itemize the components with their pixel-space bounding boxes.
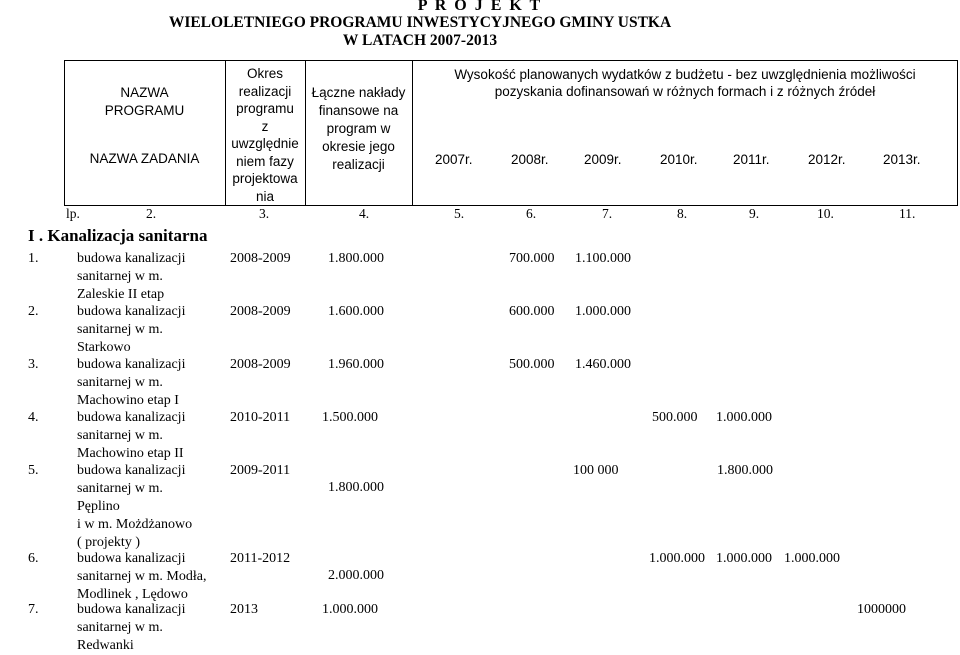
total-cell: 1.800.000	[328, 251, 384, 266]
column-number: 10.	[817, 206, 834, 221]
task-name: budowa kanalizacji sanitarnej w m. Modła, Modlinek , Lędowo	[77, 551, 207, 602]
total-cell: 1.000.000	[322, 602, 378, 617]
column-number: 2.	[146, 206, 157, 221]
year-2009-cell: 1.100.000	[575, 251, 631, 266]
period-cell: 2013	[230, 602, 258, 617]
column-number: 9.	[749, 206, 760, 221]
period-cell: 2011-2012	[230, 551, 291, 566]
header-planned-expenditures: Wysokość planowanych wydatków z budżetu - bez uwzględnienia możliwości pozyskania dofinansowań w różnych formach i z różnych źródeł	[454, 67, 916, 99]
year-2008-cell: 500.000	[509, 357, 555, 372]
column-number: 8.	[677, 206, 688, 221]
column-number: lp.	[66, 206, 80, 221]
column-number: 11.	[899, 206, 916, 221]
year-2012: 2012r.	[808, 152, 846, 167]
total-cell: 2.000.000	[328, 568, 384, 583]
column-number: 3.	[259, 206, 270, 221]
year-2012-cell: 1.000.000	[716, 551, 772, 566]
document-period: W LATACH 2007-2013	[342, 32, 498, 49]
period-cell: 2008-2009	[230, 357, 291, 372]
row-number: 3.	[28, 357, 39, 372]
column-number: 7.	[602, 206, 613, 221]
section-title: I . Kanalizacja sanitarna	[28, 226, 208, 245]
row-number: 1.	[28, 251, 39, 266]
row-number: 6.	[28, 551, 39, 566]
year-2013-cell: 1000000	[857, 602, 906, 617]
year-2008-cell: 600.000	[509, 304, 555, 319]
period-cell: 2009-2011	[230, 463, 291, 478]
row-number: 7.	[28, 602, 39, 617]
year-2010-cell: 100 000	[573, 463, 619, 478]
total-cell: 1.960.000	[328, 357, 384, 372]
period-cell: 2008-2009	[230, 304, 291, 319]
year-2010-cell: 500.000	[652, 410, 698, 425]
row-number: 2.	[28, 304, 39, 319]
year-2008-cell: 700.000	[509, 251, 555, 266]
task-name: budowa kanalizacji sanitarnej w m. Redwanki	[77, 602, 186, 653]
task-name: budowa kanalizacji sanitarnej w m. Starkowo	[77, 304, 186, 355]
year-2013-cell: 1.000.000	[784, 551, 840, 566]
document-subtitle: WIELOLETNIEGO PROGRAMU INWESTYCYJNEGO GMINY USTKA	[168, 14, 672, 31]
year-2013: 2013r.	[883, 152, 921, 167]
header-period: Okres realizacji programu z uwzględnie niem fazy projektowa nia	[231, 66, 299, 204]
year-2011-cell: 1.800.000	[717, 463, 773, 478]
period-cell: 2008-2009	[230, 251, 291, 266]
year-2007: 2007r.	[435, 152, 473, 167]
period-cell: 2010-2011	[230, 410, 291, 425]
total-cell: 1.500.000	[322, 410, 378, 425]
total-cell: 1.600.000	[328, 304, 384, 319]
task-name: budowa kanalizacji sanitarnej w m. Machowino etap I	[77, 357, 186, 408]
year-2011: 2011r.	[733, 152, 770, 167]
total-cell: 1.800.000	[328, 480, 384, 495]
column-number: 6.	[526, 206, 537, 221]
year-2008: 2008r.	[511, 152, 549, 167]
header-task-name: NAZWA ZADANIA	[89, 151, 200, 166]
document-title: P R O J E K T	[417, 0, 543, 14]
year-2009-cell: 1.000.000	[575, 304, 631, 319]
row-number: 4.	[28, 410, 39, 425]
year-2010: 2010r.	[660, 152, 698, 167]
header-total-outlays: Łączne nakłady finansowe na program w okresie jego realizacji	[311, 85, 406, 172]
year-2009: 2009r.	[584, 152, 622, 167]
year-2009-cell: 1.460.000	[575, 357, 631, 372]
header-program-name: NAZWA PROGRAMU	[104, 85, 185, 118]
row-number: 5.	[28, 463, 39, 478]
year-2011-cell: 1.000.000	[716, 410, 772, 425]
task-name: budowa kanalizacji sanitarnej w m. Pęplino i w m. Możdżanowo ( projekty )	[77, 463, 193, 550]
year-2011-cell: 1.000.000	[649, 551, 705, 566]
task-name: budowa kanalizacji sanitarnej w m. Machowino etap II	[77, 410, 186, 461]
task-name: budowa kanalizacji sanitarnej w m. Zaleskie II etap	[77, 251, 186, 302]
column-number: 4.	[359, 206, 370, 221]
column-number: 5.	[454, 206, 465, 221]
